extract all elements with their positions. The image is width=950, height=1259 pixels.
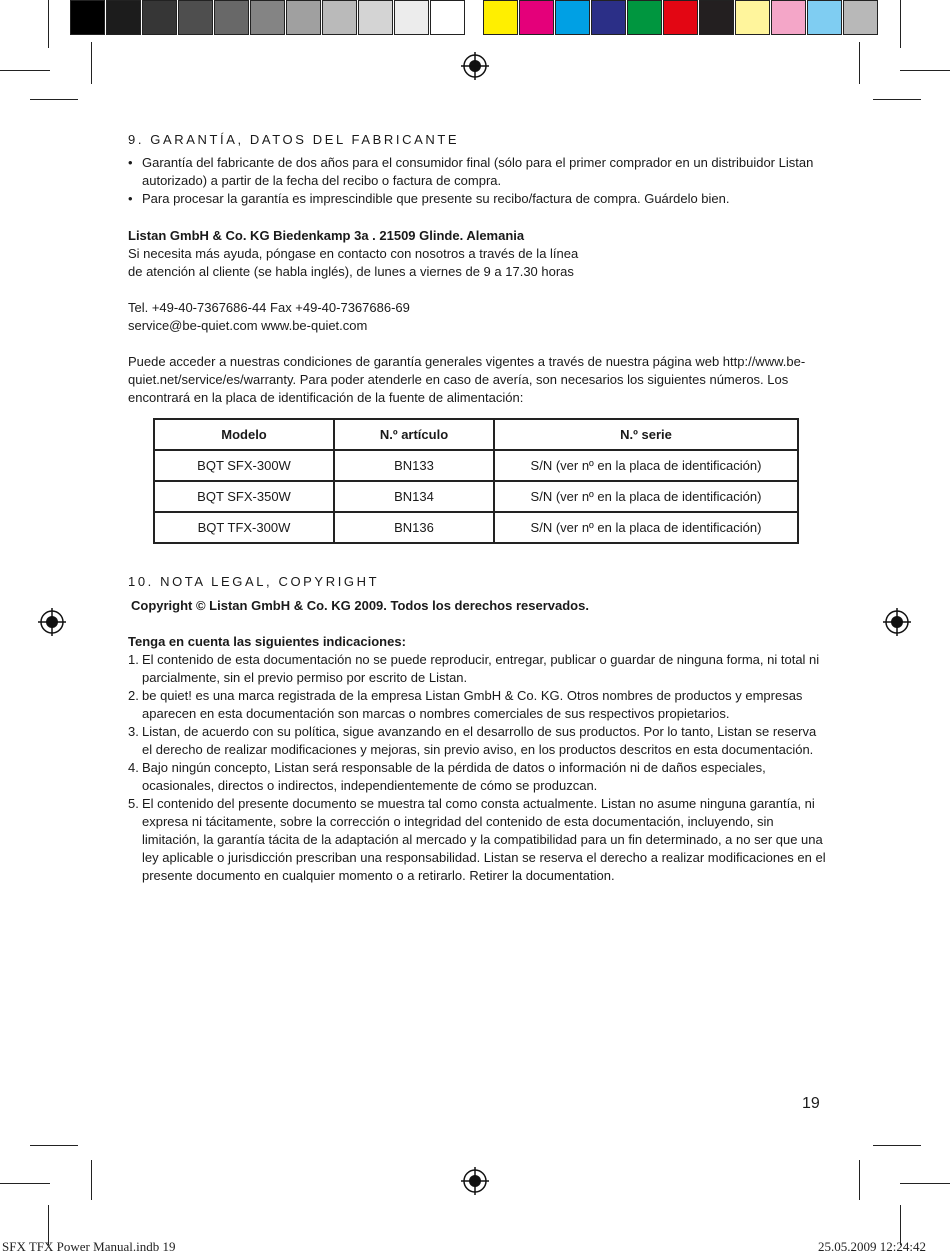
color-swatch: [358, 0, 393, 35]
crop-mark: [0, 1183, 50, 1184]
color-swatch: [555, 0, 590, 35]
color-swatch: [663, 0, 698, 35]
table-cell: S/N (ver nº en la placa de identificación): [494, 512, 798, 543]
help-line-2: de atención al cliente (se habla inglés), de lunes a viernes de 9 a 17.30 horas: [128, 264, 574, 279]
table-cell: BN133: [334, 450, 494, 481]
model-table: [153, 418, 799, 544]
crop-mark: [900, 1183, 950, 1184]
table-row: [154, 481, 798, 512]
legal-notes-list: [128, 651, 828, 885]
color-swatch: [322, 0, 357, 35]
color-swatch: [807, 0, 842, 35]
table-cell: BQT SFX-350W: [154, 481, 334, 512]
list-item: [128, 759, 828, 795]
section-10-heading: 10. NOTA LEGAL, COPYRIGHT: [128, 574, 380, 589]
table-cell: BN136: [334, 512, 494, 543]
warranty-bullet-list: [128, 154, 828, 208]
page-content: [128, 131, 828, 885]
item-number: 5.: [128, 796, 139, 811]
registration-mark-icon: [38, 608, 66, 636]
table-cell: BQT SFX-300W: [154, 450, 334, 481]
table-cell: S/N (ver nº en la placa de identificación): [494, 450, 798, 481]
registration-mark-icon: [461, 1167, 489, 1195]
color-swatch: [627, 0, 662, 35]
color-swatch: [142, 0, 177, 35]
crop-mark: [859, 42, 860, 84]
color-swatch: [771, 0, 806, 35]
table-header-row: [154, 419, 798, 450]
bullet-item: • Para procesar la garantía es imprescindible que presente su recibo/factura de compra. Guárdelo bien.: [128, 190, 828, 208]
bullet-item: • Garantía del fabricante de dos años para el consumidor final (sólo para el primer comprador en un distribuidor Listan autorizado) a partir de la fecha del recibo o factura de compra.: [128, 154, 828, 190]
column-header: Modelo: [154, 419, 334, 450]
color-swatch: [699, 0, 734, 35]
color-swatch: [70, 0, 105, 35]
list-item: [128, 795, 828, 885]
crop-mark: [0, 70, 50, 71]
color-swatch: [483, 0, 518, 35]
warranty-paragraph: Puede acceder a nuestras condiciones de garantía generales vigentes a través de nuestra página web http://www.be-quiet.net/service/es/warranty. Para poder atenderle en caso de avería, son necesarios los siguientes números. Los encontrará en la placa de identificación de la fuente de alimentación:: [128, 354, 806, 405]
help-line-1: Si necesita más ayuda, póngase en contacto con nosotros a través de la línea: [128, 246, 579, 261]
company-address: Listan GmbH & Co. KG Biedenkamp 3a . 21509 Glinde. Alemania: [128, 228, 525, 243]
column-header: N.º serie: [494, 419, 798, 450]
table-cell: BN134: [334, 481, 494, 512]
color-calibration-bar-2: [483, 0, 879, 37]
phone-fax: Tel. +49-40-7367686-44 Fax +49-40-7367686-69: [128, 300, 410, 315]
item-text: Listan, de acuerdo con su política, sigue avanzando en el desarrollo de sus productos. Por lo tanto, Listan se reserva el derecho de realizar modificaciones y mejoras, sin previo aviso, en los productos descritos en esta documentación.: [142, 724, 817, 757]
item-text: El contenido de esta documentación no se puede reproducir, entregar, publicar o guardar de ninguna forma, ni total ni parcialmente, sin el previo permiso por escrito de Listan.: [142, 652, 820, 685]
color-swatch: [214, 0, 249, 35]
color-swatch: [735, 0, 770, 35]
section-9-heading: 9. GARANTÍA, DATOS DEL FABRICANTE: [128, 132, 460, 147]
color-swatch: [178, 0, 213, 35]
color-swatch: [394, 0, 429, 35]
crop-mark: [91, 42, 92, 84]
crop-mark: [859, 1160, 860, 1200]
print-slug-timestamp: 25.05.2009 12:24:42: [818, 1239, 926, 1254]
crop-mark: [873, 99, 921, 100]
table-cell: BQT TFX-300W: [154, 512, 334, 543]
page-number: 19: [802, 1095, 820, 1112]
list-item: [128, 687, 828, 723]
email-web: service@be-quiet.com www.be-quiet.com: [128, 318, 368, 333]
crop-mark: [873, 1145, 921, 1146]
color-swatch: [286, 0, 321, 35]
item-number: 2.: [128, 688, 139, 703]
color-swatch: [591, 0, 626, 35]
color-calibration-bar: [70, 0, 466, 37]
list-item: [128, 723, 828, 759]
color-swatch: [843, 0, 878, 35]
column-header: N.º artículo: [334, 419, 494, 450]
item-number: 1.: [128, 652, 139, 667]
table-cell: S/N (ver nº en la placa de identificación): [494, 481, 798, 512]
item-number: 3.: [128, 724, 139, 739]
registration-mark-icon: [461, 52, 489, 80]
item-text: be quiet! es una marca registrada de la empresa Listan GmbH & Co. KG. Otros nombres de productos y empresas aparecen en esta documentación son marcas o nombres comerciales de sus respectivos propietarios.: [142, 688, 803, 721]
table-row: [154, 450, 798, 481]
notes-title: Tenga en cuenta las siguientes indicaciones:: [128, 634, 406, 649]
crop-mark: [900, 70, 950, 71]
crop-mark: [30, 1145, 78, 1146]
color-swatch: [250, 0, 285, 35]
color-swatch: [430, 0, 465, 35]
list-item: [128, 651, 828, 687]
crop-mark: [91, 1160, 92, 1200]
crop-mark: [48, 0, 49, 48]
color-swatch: [106, 0, 141, 35]
item-number: 4.: [128, 760, 139, 775]
registration-mark-icon: [883, 608, 911, 636]
color-swatch: [519, 0, 554, 35]
print-slug-filename: SFX TFX Power Manual.indb 19: [2, 1239, 176, 1254]
crop-mark: [30, 99, 78, 100]
crop-mark: [900, 0, 901, 48]
copyright-notice: Copyright © Listan GmbH & Co. KG 2009. Todos los derechos reservados.: [131, 598, 589, 613]
item-text: Bajo ningún concepto, Listan será responsable de la pérdida de datos o información ni de daños especiales, ocasionales, directos o indirectos, independientemente de cómo se produzcan.: [142, 760, 766, 793]
table-row: [154, 512, 798, 543]
item-text: El contenido del presente documento se muestra tal como consta actualmente. Listan no asume ninguna garantía, ni expresa ni tácitamente, sobre la corrección o integridad del contenido de esta documentación, incluyendo, sin limitación, la garantía tácita de la adaptación al mercado y la compatibilidad para un fin determinado, a no ser que una ley aplicable o jurisdicción prescriban una responsabilidad. Listan se reserva el derecho a realizar modificaciones en el presente documento en cualquier momento o a retirarlo. Retirer la documentation.: [142, 796, 826, 883]
